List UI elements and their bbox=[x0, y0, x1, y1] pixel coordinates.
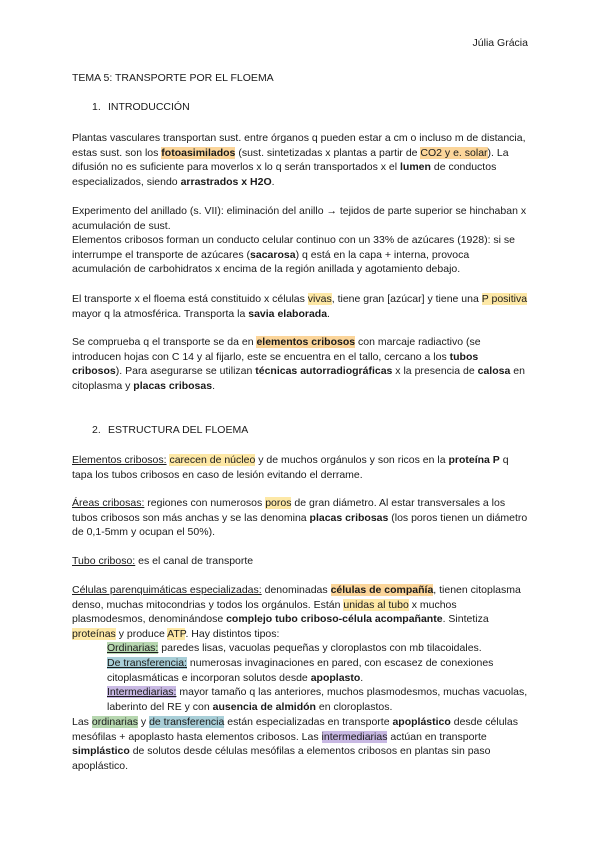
bold-proteina-p: proteína P bbox=[448, 454, 500, 466]
text: , tiene gran [azúcar] y tiene una bbox=[331, 293, 482, 305]
text: . bbox=[212, 379, 215, 392]
bold-calosa: calosa bbox=[477, 365, 511, 378]
highlight-celulas-compania: células de compañía bbox=[330, 584, 434, 596]
text: Las bbox=[72, 716, 92, 728]
text: q tapa los tubos cribosos en caso de lesión evitando el derrame. bbox=[72, 454, 509, 481]
highlight-elementos-cribosos: elementos cribosos bbox=[256, 336, 356, 348]
highlight-fotoasimilados: fotoasimilados bbox=[161, 146, 236, 159]
text: con marcaje radiactivo (se introducen hojas con C 14 y al fijarlo, este se encuentra en el tallo, cercano a los bbox=[72, 336, 481, 363]
paragraph-elementos-cribosos bbox=[72, 335, 528, 393]
paragraph-elementos-cribosos-def bbox=[72, 453, 528, 482]
author-name: Júlia Grácia bbox=[472, 37, 528, 49]
paragraph-transporte-floema bbox=[72, 292, 528, 321]
section-number: 2. bbox=[92, 424, 101, 436]
text: mayor q la atmosférica. Transporta la bbox=[72, 307, 249, 320]
text: numerosas invaginaciones en pared, con escasez de conexiones citoplasmáticas e incorporan solutos desde bbox=[107, 657, 494, 684]
term-elementos-cribosos: Elementos cribosos: bbox=[72, 454, 167, 466]
text: Elementos cribosos forman un conducto celular continuo con un 33% de azúcares (1928): si se interrumpe el transporte de azúcares ( bbox=[72, 234, 515, 261]
text: mayor tamaño q las anteriores, muchos plasmodesmos, muchas vacuolas, laberinto del RE y con bbox=[107, 686, 528, 713]
text: de conductos especializados, siendo bbox=[72, 161, 497, 188]
text: de gran diámetro. Al estar transversales a los tubos cribosos son más anchas y se las denomina bbox=[72, 497, 506, 524]
text: regiones con numerosos bbox=[144, 497, 266, 509]
bold-tecnicas: técnicas autorradiográficas bbox=[255, 365, 393, 378]
bold-sacarosa: sacarosa bbox=[250, 248, 296, 261]
section-number: 1. bbox=[92, 101, 101, 113]
section-heading-introduccion bbox=[92, 101, 190, 113]
text: x muchos plasmodesmos, denominándose bbox=[72, 598, 457, 626]
text: Se comprueba q el transporte se da en bbox=[72, 336, 257, 348]
text: . Sintetiza bbox=[442, 613, 489, 626]
document-title: TEMA 5: TRANSPORTE POR EL FLOEMA bbox=[72, 72, 274, 84]
highlight-atp: ATP bbox=[167, 627, 186, 640]
highlight-co2: CO2 y e. solar bbox=[420, 146, 488, 159]
bold-simplastico: simplástico bbox=[72, 745, 130, 758]
term-celulas-parenquimaticas: Células parenquimáticas especializadas: bbox=[72, 584, 262, 596]
term-intermediarias: Intermediarias: bbox=[107, 686, 177, 698]
paragraph-anillado bbox=[72, 204, 528, 277]
bold-savia: savia elaborada bbox=[248, 307, 328, 320]
highlight-vivas: vivas bbox=[307, 293, 332, 305]
bold-placas-cribosas: placas cribosas bbox=[309, 511, 389, 524]
type-intermediarias bbox=[72, 685, 528, 714]
text: , tienen citoplasma denso, muchas mitocondrias y todos los orgánulos. Están bbox=[72, 584, 521, 611]
highlight-p-positiva: P positiva bbox=[481, 293, 528, 305]
text: en cloroplastos. bbox=[315, 700, 393, 713]
text: ) q está en la capa + interna, provoca acumulación de carbohidratos x encima de la región anillada y agotamiento debajo. bbox=[72, 248, 470, 276]
text: y de muchos orgánulos y son ricos en la bbox=[255, 454, 449, 466]
text: (los poros tienen un diámetro de 0,1-5mm y ocupan el 50%). bbox=[72, 511, 528, 539]
text: de solutos desde células mesófilas a elementos cribosos en plantas sin paso apoplástico. bbox=[72, 745, 491, 772]
term-areas-cribosas: Áreas cribosas: bbox=[72, 497, 145, 509]
text: en citoplasma y bbox=[72, 365, 525, 392]
bold-arrastrados: arrastrados x H2O bbox=[180, 175, 272, 188]
text: actúan en transporte bbox=[387, 730, 487, 743]
term-ordinarias: Ordinarias: bbox=[107, 642, 159, 654]
text: ). Para asegurarse se utilizan bbox=[115, 365, 256, 378]
section-title: ESTRUCTURA DEL FLOEMA bbox=[108, 424, 249, 436]
paragraph-tubo-criboso bbox=[72, 554, 528, 569]
text: (sust. sintetizadas x plantas a partir de bbox=[235, 146, 421, 159]
text: . Hay distintos tipos: bbox=[185, 627, 280, 640]
highlight-unidas-tubo: unidas al tubo bbox=[343, 598, 409, 611]
text: es el canal de transporte bbox=[135, 555, 254, 567]
highlight-ordinarias: ordinarias bbox=[91, 716, 138, 728]
text: x la presencia de bbox=[392, 365, 478, 378]
bold-apoplastico: apoplástico bbox=[392, 716, 451, 728]
text: . bbox=[360, 671, 364, 684]
text: y produce bbox=[115, 627, 168, 640]
text: . bbox=[327, 307, 330, 320]
highlight-proteinas: proteínas bbox=[72, 627, 116, 640]
type-ordinarias bbox=[72, 641, 528, 656]
term-transferencia: De transferencia: bbox=[107, 657, 187, 669]
term-tubo-criboso: Tubo criboso: bbox=[72, 555, 136, 567]
text: . bbox=[271, 175, 275, 188]
text: están especializadas en transporte bbox=[224, 716, 393, 728]
text: Experimento del anillado (s. VII): eliminación del anillo → tejidos de parte superior se hinchaban x acumulación de sust. bbox=[72, 205, 527, 232]
bold-ausencia-almidon: ausencia de almidón bbox=[212, 700, 316, 713]
highlight-intermediarias: intermediarias bbox=[321, 730, 388, 743]
bold-complejo: complejo tubo criboso-célula acompañante bbox=[226, 613, 443, 626]
paragraph-celulas-parenquimaticas bbox=[72, 583, 528, 641]
paragraph-fotoasimilados bbox=[72, 131, 528, 189]
section-title: INTRODUCCIÓN bbox=[108, 101, 190, 113]
paragraph-especializacion bbox=[72, 715, 528, 773]
bold-placas-cribosas: placas cribosas bbox=[133, 379, 213, 392]
text: y bbox=[137, 716, 150, 728]
type-transferencia bbox=[72, 656, 528, 685]
bold-apoplasto: apoplasto bbox=[310, 671, 361, 684]
text: El transporte x el floema está constituido x células bbox=[72, 293, 308, 305]
text: desde células mesófilas + apoplasto hasta elementos cribosos. Las bbox=[72, 716, 518, 743]
bold-lumen: lumen bbox=[400, 161, 431, 174]
paragraph-areas-cribosas bbox=[72, 496, 528, 540]
text: ). La difusión no es suficiente para moverlos x lo q serán transportados x el bbox=[72, 146, 509, 174]
highlight-carecen-nucleo: carecen de núcleo bbox=[169, 454, 256, 466]
section-heading-estructura bbox=[92, 424, 248, 436]
text: denominadas bbox=[261, 584, 331, 596]
text: paredes lisas, vacuolas pequeñas y cloroplastos con mb tilacoidales. bbox=[158, 642, 482, 654]
bold-tubos-cribosos: tubos cribosos bbox=[72, 350, 479, 378]
text: Plantas vasculares transportan sust. entre órganos q pueden estar a cm o incluso m de distancia, estas sust. son los bbox=[72, 132, 526, 159]
highlight-poros: poros bbox=[265, 497, 292, 509]
highlight-de-transferencia: de transferencia bbox=[149, 716, 225, 728]
